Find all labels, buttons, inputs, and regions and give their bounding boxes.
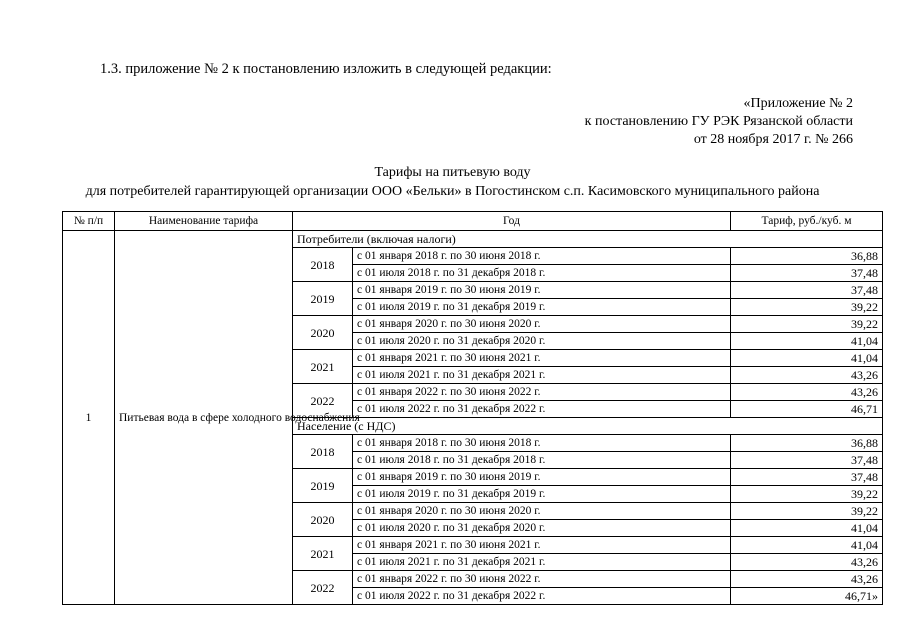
tariff-value-cell: 41,04 [731,537,883,554]
period-cell: с 01 июля 2021 г. по 31 декабря 2021 г. [353,367,731,384]
document-title [0,163,905,201]
period-cell: с 01 июля 2021 г. по 31 декабря 2021 г. [353,554,731,571]
period-cell: с 01 января 2022 г. по 30 июня 2022 г. [353,384,731,401]
period-cell: с 01 июля 2018 г. по 31 декабря 2018 г. [353,452,731,469]
header-tariff-name: Наименование тарифа [115,212,293,231]
tariff-value-cell: 39,22 [731,316,883,333]
row-number-cell: 1 [63,231,115,605]
tariff-name-cell: Питьевая вода в сфере холодного водоснабжения [115,231,293,605]
title-line-2: для потребителей гарантирующей организации ООО «Бельки» в Погостинском с.п. Касимовского муниципального района [85,184,820,199]
year-cell: 2020 [293,503,353,537]
period-cell: с 01 июля 2022 г. по 31 декабря 2022 г. [353,401,731,418]
table-row [63,231,883,248]
tariff-value-cell: 37,48 [731,282,883,299]
appendix-line-1: «Приложение № 2 [743,96,853,111]
period-cell: с 01 января 2018 г. по 30 июня 2018 г. [353,248,731,265]
period-cell: с 01 июля 2022 г. по 31 декабря 2022 г. [353,588,731,605]
consumer-group-label: Население (с НДС) [293,418,883,435]
consumer-group-label: Потребители (включая налоги) [293,231,883,248]
tariff-value-cell: 43,26 [731,367,883,384]
period-cell: с 01 января 2021 г. по 30 июня 2021 г. [353,537,731,554]
period-cell: с 01 июля 2018 г. по 31 декабря 2018 г. [353,265,731,282]
tariff-table [62,211,883,605]
tariff-value-cell: 41,04 [731,350,883,367]
header-number: № п/п [63,212,115,231]
tariff-value-cell: 37,48 [731,469,883,486]
tariff-value-cell: 39,22 [731,299,883,316]
period-cell: с 01 января 2021 г. по 30 июня 2021 г. [353,350,731,367]
period-cell: с 01 июля 2019 г. по 31 декабря 2019 г. [353,299,731,316]
title-line-1: Тарифы на питьевую воду [374,165,531,180]
period-cell: с 01 января 2019 г. по 30 июня 2019 г. [353,469,731,486]
tariff-value-cell: 37,48 [731,265,883,282]
year-cell: 2021 [293,537,353,571]
header-year: Год [293,212,731,231]
tariff-value-cell: 36,88 [731,435,883,452]
appendix-line-2: к постановлению ГУ РЭК Рязанской области [584,114,853,129]
period-cell: с 01 января 2020 г. по 30 июня 2020 г. [353,316,731,333]
tariff-value-cell: 46,71» [731,588,883,605]
period-cell: с 01 июля 2020 г. по 31 декабря 2020 г. [353,333,731,350]
year-cell: 2022 [293,384,353,418]
tariff-value-cell: 39,22 [731,486,883,503]
period-cell: с 01 июля 2019 г. по 31 декабря 2019 г. [353,486,731,503]
tariff-value-cell: 43,26 [731,571,883,588]
tariff-table-body [63,231,883,605]
table-header-row [63,212,883,231]
tariff-value-cell: 39,22 [731,503,883,520]
period-cell: с 01 января 2022 г. по 30 июня 2022 г. [353,571,731,588]
year-cell: 2019 [293,469,353,503]
tariff-value-cell: 41,04 [731,333,883,350]
year-cell: 2018 [293,248,353,282]
intro-paragraph: 1.3. приложение № 2 к постановлению изложить в следующей редакции: [100,61,552,77]
tariff-value-cell: 43,26 [731,554,883,571]
appendix-reference [585,95,853,149]
tariff-value-cell: 41,04 [731,520,883,537]
header-tariff-value: Тариф, руб./куб. м [731,212,883,231]
period-cell: с 01 января 2018 г. по 30 июня 2018 г. [353,435,731,452]
year-cell: 2020 [293,316,353,350]
year-cell: 2018 [293,435,353,469]
tariff-value-cell: 37,48 [731,452,883,469]
tariff-value-cell: 43,26 [731,384,883,401]
year-cell: 2022 [293,571,353,605]
year-cell: 2019 [293,282,353,316]
period-cell: с 01 июля 2020 г. по 31 декабря 2020 г. [353,520,731,537]
period-cell: с 01 января 2020 г. по 30 июня 2020 г. [353,503,731,520]
tariff-value-cell: 46,71 [731,401,883,418]
tariff-value-cell: 36,88 [731,248,883,265]
year-cell: 2021 [293,350,353,384]
appendix-line-3: от 28 ноября 2017 г. № 266 [693,132,853,147]
period-cell: с 01 января 2019 г. по 30 июня 2019 г. [353,282,731,299]
